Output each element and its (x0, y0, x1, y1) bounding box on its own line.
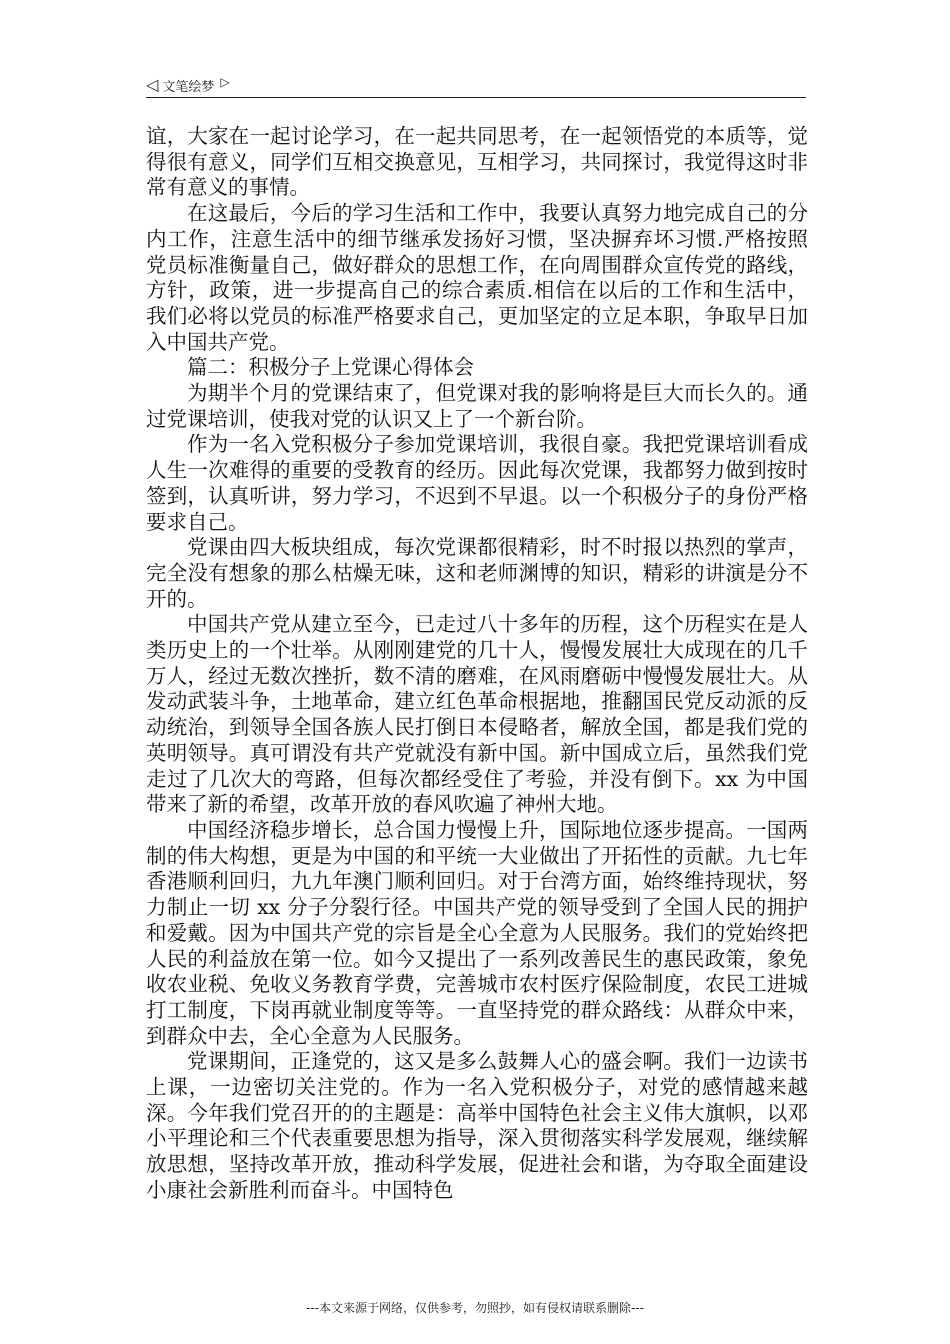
page-footer: ---本文来源于网络，仅供参考，勿照抄，如有侵权请联系删除--- (306, 1301, 644, 1315)
paragraph: 谊，大家在一起讨论学习，在一起共同思考，在一起领悟党的本质等，觉得很有意义，同学们互相交换意见，互相学习，共同探讨，我觉得这时非常有意义的事情。 (146, 124, 808, 200)
paragraph: 在这最后，今后的学习生活和工作中，我要认真努力地完成自己的分内工作，注意生活中的细节继承发扬好习惯，坚决摒弃坏习惯.严格按照党员标准衡量自己，做好群众的思想工作，在向周围群众宣传党的路线，方针，政策，进一步提高自己的综合素质.相信在以后的工作和生活中，我们必将以党员的标准严格要求自己，更加坚定的立足本职，争取早日加入中国共产党。 (146, 201, 808, 354)
triangle-right-icon: ▷ (220, 75, 230, 89)
paragraph: 作为一名入党积极分子参加党课培训，我很自豪。我把党课培训看成人生一次难得的重要的受教育的经历。因此每次党课，我都努力做到按时签到，认真听讲，努力学习，不迟到不早退。以一个积极分子的身份严格要求自己。 (146, 432, 808, 534)
header-brand: 文笔绘梦 (162, 79, 215, 95)
paragraph: 中国共产党从建立至今，已走过八十多年的历程，这个历程实在是人类历史上的一个壮举。从刚刚建党的几十人，慢慢发展壮大成现在的几千万人，经过无数次挫折，数不清的磨难，在风雨磨砺中慢慢发展壮大。从发动武装斗争，土地革命，建立红色革命根据地，推翻国民党反动派的反动统治，到领导全国各族人民打倒日本侵略者，解放全国，都是我们党的英明领导。真可谓没有共产党就没有新中国。新中国成立后，虽然我们党走过了几次大的弯路，但每次都经受住了考验，并没有倒下。xx 为中国带来了新的希望，改革开放的春风吹遍了神州大地。 (146, 612, 808, 817)
section-heading: 篇二：积极分子上党课心得体会 (187, 355, 474, 380)
paragraph: 党课期间，正逢党的，这又是多么鼓舞人心的盛会啊。我们一边读书上课，一边密切关注党的。作为一名入党积极分子，对党的感情越来越深。今年我们党召开的的主题是：高举中国特色社会主义伟大旗帜，以邓小平理论和三个代表重要思想为指导，深入贯彻落实科学发展观，继续解放思想，坚持改革开放，推动科学发展，促进社会和谐，为夺取全面建设小康社会新胜利而奋斗。中国特色 (146, 1049, 808, 1202)
page-header (146, 73, 806, 98)
paragraph: 党课由四大板块组成，每次党课都很精彩，时不时报以热烈的掌声，完全没有想象的那么枯燥无味，这和老师渊博的知识，精彩的讲演是分不开的。 (146, 535, 808, 611)
paragraph: 中国经济稳步增长，总合国力慢慢上升，国际地位逐步提高。一国两制的伟大构想，更是为中国的和平统一大业做出了开拓性的贡献。九七年香港顺利回归，九九年澳门顺利回归。对于台湾方面，始终维持现状，努力制止一切 xx 分子分裂行径。中国共产党的领导受到了全国人民的拥护和爱戴。因为中国共产党的宗旨是全心全意为人民服务。我们的党始终把人民的利益放在第一位。如今又提出了一系列改善民生的惠民政策，象免收农业税、免收义务教育学费，完善城市农村医疗保险制度，农民工进城打工制度，下岗再就业制度等等。一直坚持党的群众路线：从群众中来，到群众中去，全心全意为人民服务。 (146, 817, 808, 1048)
document-body (146, 124, 808, 1204)
triangle-left-icon: ◁ (146, 75, 159, 94)
paragraph: 为期半个月的党课结束了，但党课对我的影响将是巨大而长久的。通过党课培训，使我对党的认识又上了一个新台阶。 (146, 381, 808, 431)
